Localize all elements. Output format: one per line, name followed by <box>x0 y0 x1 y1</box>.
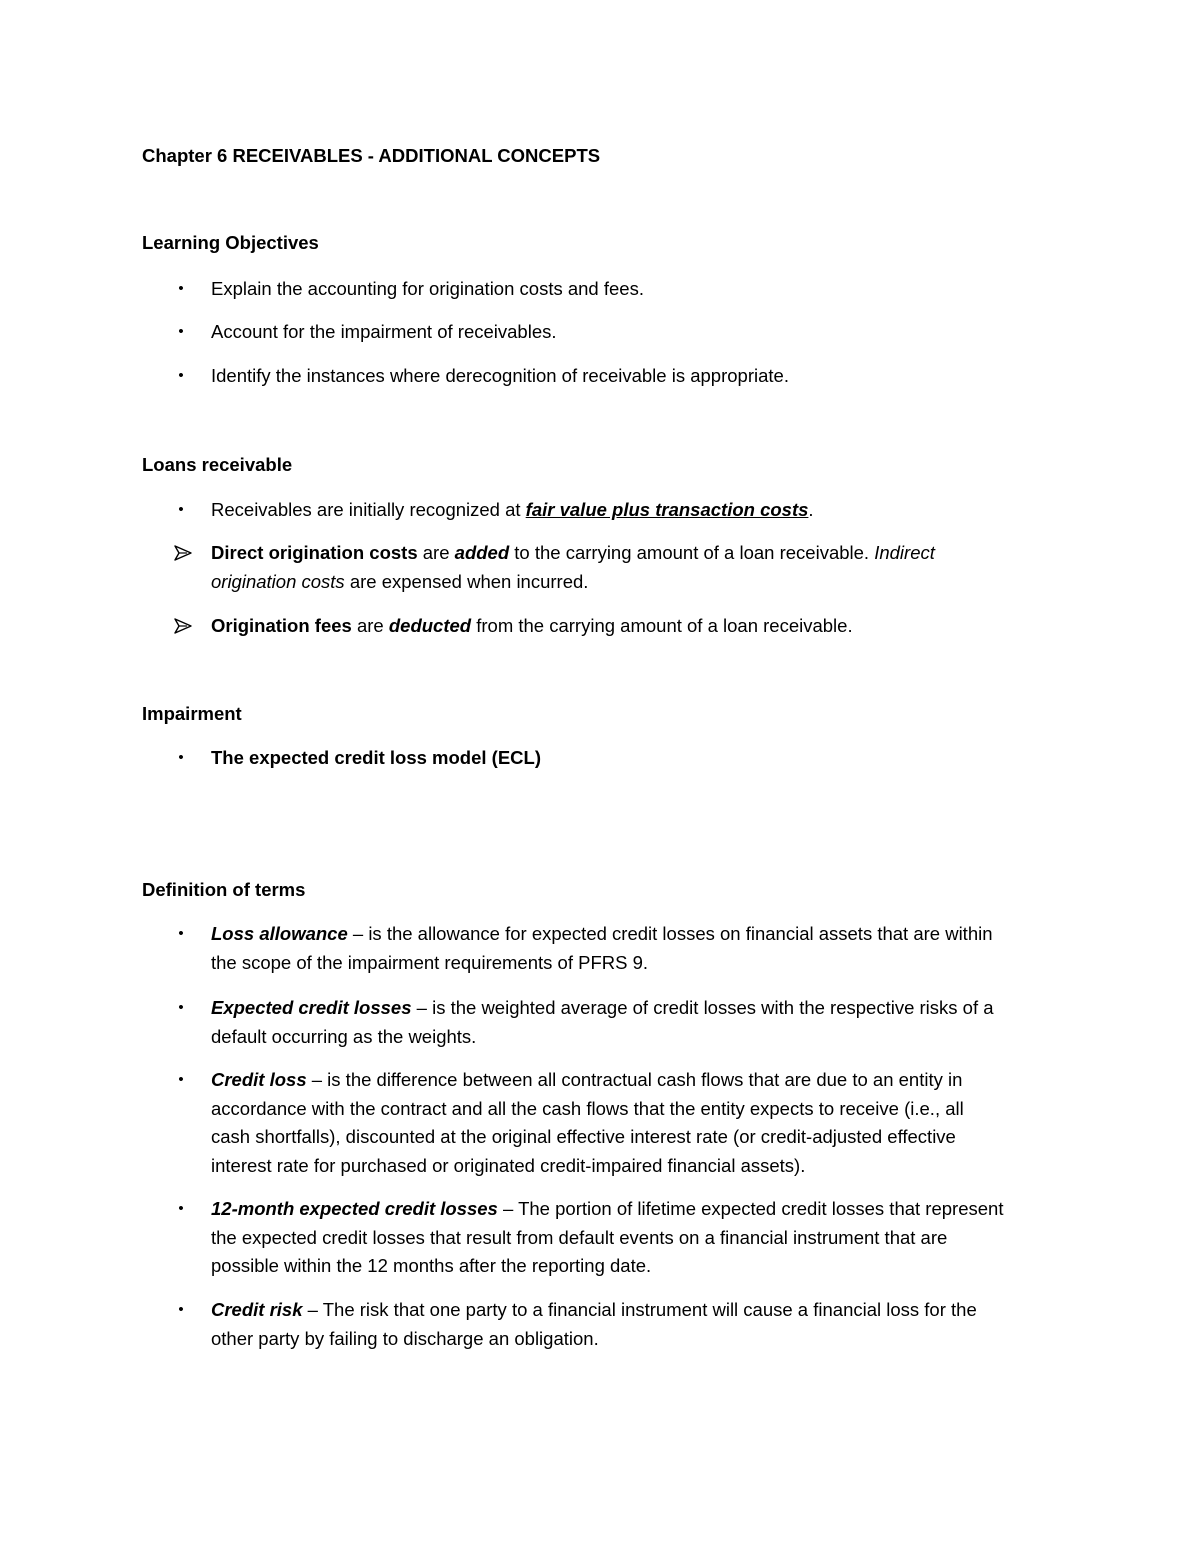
definition-term: Credit risk <box>211 1299 303 1320</box>
bullet-icon: • <box>178 1301 184 1318</box>
bullet-icon: • <box>178 280 184 297</box>
loans-receivable-heading: Loans receivable <box>142 454 293 475</box>
bullet-icon: • <box>178 1071 184 1088</box>
bullet-icon: • <box>178 999 184 1016</box>
bullet-icon: • <box>178 501 184 518</box>
bullet-icon: • <box>178 925 184 942</box>
definition-item: Loss allowance – is the allowance for expected credit losses on financial assets that are within the scope of the impairment requirements of PFRS 9. <box>211 923 993 973</box>
objective-item: Account for the impairment of receivables. <box>211 321 557 342</box>
arrow-bullet-icon <box>174 612 198 634</box>
definition-term: Expected credit losses <box>211 997 412 1018</box>
definition-item: Credit risk – The risk that one party to a financial instrument will cause a financial loss for the other party by failing to discharge an obligation. <box>211 1299 977 1349</box>
initial-recognition-item: Receivables are initially recognized at fair value plus transaction costs. <box>211 499 814 520</box>
definition-item: Expected credit losses – is the weighted average of credit losses with the respective risks of a default occurring as the weights. <box>211 997 994 1047</box>
objective-item: Explain the accounting for origination costs and fees. <box>211 278 644 299</box>
emphasis-text: fair value plus transaction costs <box>525 499 809 520</box>
definition-term: Credit loss <box>211 1069 307 1090</box>
definition-item: 12-month expected credit losses – The portion of lifetime expected credit losses that represent the expected credit losses that result from default events on a financial instrument that are possible within the 12 months after the reporting date. <box>211 1198 1004 1276</box>
learning-objectives-heading: Learning Objectives <box>142 232 319 253</box>
impairment-heading: Impairment <box>142 703 242 724</box>
bullet-icon: • <box>178 749 184 766</box>
objective-item: Identify the instances where derecognition of receivable is appropriate. <box>211 365 789 386</box>
definitions-heading: Definition of terms <box>142 879 306 900</box>
direct-origination-costs-item: Direct origination costs are added to the carrying amount of a loan receivable. Indirect origination costs are expensed when incurred. <box>211 542 935 592</box>
chapter-title: Chapter 6 RECEIVABLES - ADDITIONAL CONCEPTS <box>142 145 601 166</box>
origination-fees-item: Origination fees are deducted from the carrying amount of a loan receivable. <box>211 615 853 636</box>
definition-term: Loss allowance <box>211 923 348 944</box>
ecl-model-item: The expected credit loss model (ECL) <box>211 747 541 768</box>
bullet-icon: • <box>178 367 184 384</box>
bullet-icon: • <box>178 323 184 340</box>
definition-item: Credit loss – is the difference between all contractual cash flows that are due to an entity in accordance with the contract and all the cash flows that the entity expects to receive (i.e., all cash shortfalls), discounted at the original effective interest rate (or credit-adjusted effective interest rate for purchased or originated credit-impaired financial assets). <box>211 1069 964 1176</box>
bullet-icon: • <box>178 1200 184 1217</box>
definition-term: 12-month expected credit losses <box>211 1198 498 1219</box>
arrow-bullet-icon <box>174 539 198 561</box>
